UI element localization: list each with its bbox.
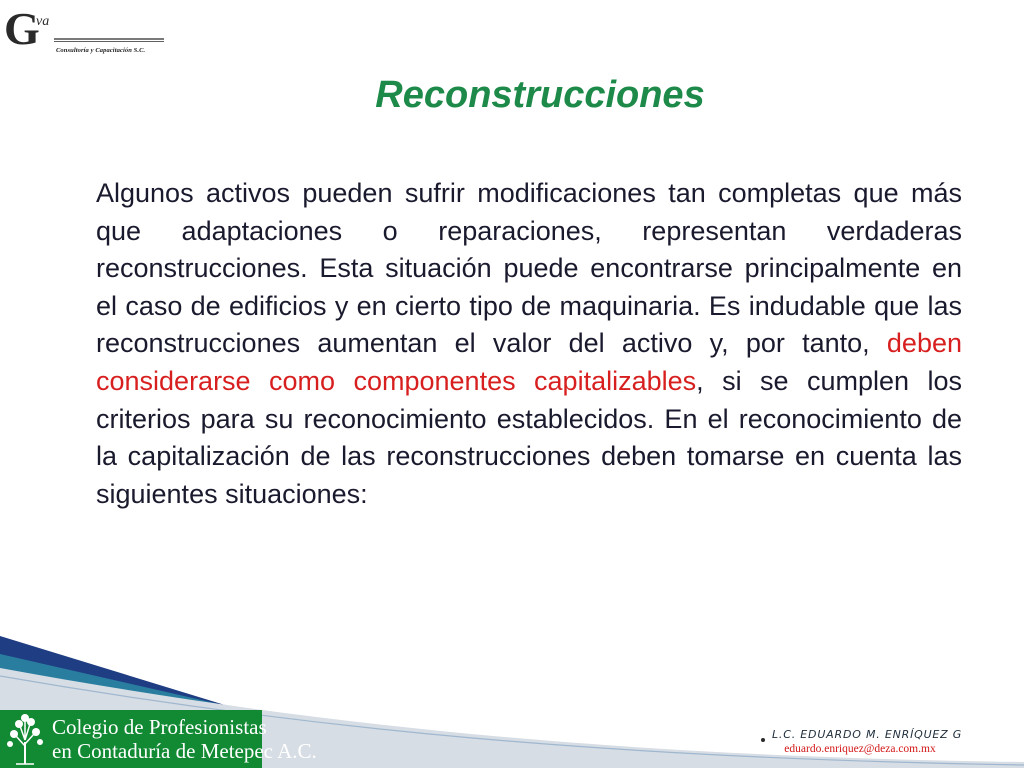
logo-letter-g: G [4,6,40,52]
college-name-line2: en Contaduría de Metepec A.C. [52,739,317,763]
body-text-highlight: deben considerarse como componentes capitalizables [96,328,962,396]
author-signature [772,728,963,757]
body-text-part2: , si se cumplen los criterios para su reconocimiento establecidos. En el reconocimiento de la capitalización de las reconstrucciones deben tomarse en cuenta las siguientes situaciones: [96,365,962,509]
college-name-line1: Colegio de Profesionistas [52,715,267,739]
body-text-part1: Algunos activos pueden sufrir modificaciones tan completas que más que adaptaciones o reparaciones, representan verdaderas reconstrucciones. Esta situación puede encontrarse principalmente en el caso de edificios y en cierto tipo de maquinaria. Es indudable que las reconstrucciones aumentan el valor del activo y, por tanto, [96,178,962,359]
slide-title: Reconstrucciones [375,74,705,116]
tree-icon [2,712,48,766]
college-badge [0,710,317,768]
logo-letters-va: va [36,14,50,29]
company-logo [4,6,174,52]
author-name: L.C. EDUARDO M. ENRÍQUEZ G [772,728,963,741]
body-paragraph [96,175,962,513]
bullet-dot [761,738,765,742]
logo-tagline: Consultoría y Capacitación S.C. [56,47,146,54]
logo-mark [4,6,174,52]
author-email: eduardo.enriquez@deza.com.mx [784,743,936,755]
